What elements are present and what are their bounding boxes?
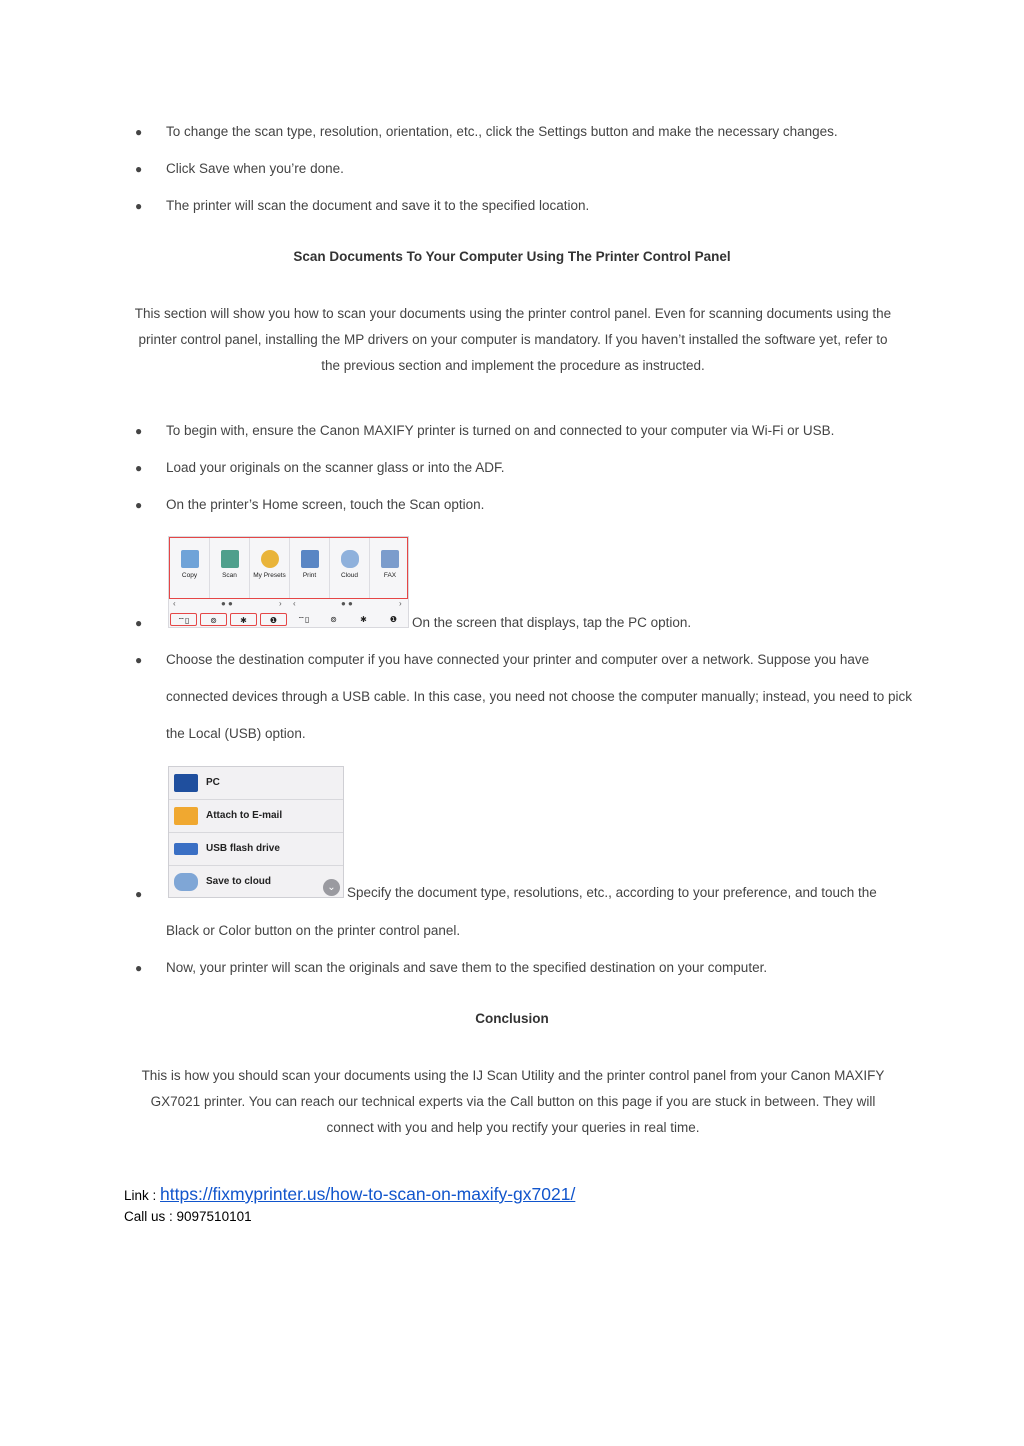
print-tile: [290, 538, 330, 598]
paragraph-line: printer control panel, installing the MP drivers on your computer is mandatory. If you haven’t installed the software yet, refer to: [138, 332, 888, 347]
list-item-text: Load your originals on the scanner glass or into the ADF.: [166, 460, 505, 475]
chevron-down-icon: ⌄: [323, 879, 340, 896]
home-menu-highlight: [169, 537, 408, 599]
menu-item-pc: [169, 767, 343, 800]
paragraph-line: GX7021 printer. You can reach our technical experts via the Call button on this page if you are stuck in between. They will: [150, 1094, 876, 1109]
home-page-nav: [169, 599, 408, 611]
paragraph-line: the previous section and implement the procedure as instructed.: [321, 358, 705, 373]
list-item-text: Now, your printer will scan the originals and save them to the specified destination on your computer.: [166, 960, 768, 975]
page-dots-icon: ● ●: [341, 599, 353, 608]
info-icon: ❶: [260, 613, 287, 626]
cloud-icon: [174, 873, 198, 891]
menu-item-label: Save to cloud: [206, 876, 272, 887]
section-heading: Scan Documents To Your Computer Using The Printer Control Panel: [293, 249, 731, 264]
wifi-icon: ⌔▯: [297, 615, 310, 624]
bullet-dot: ●: [135, 498, 143, 512]
tile-label: FAX: [383, 572, 397, 579]
tile-label: Scan: [222, 572, 237, 579]
chevron-left-icon: ‹: [173, 599, 176, 608]
chevron-right-icon: ›: [399, 599, 402, 608]
menu-item-email: [169, 800, 343, 833]
bullet-dot: ●: [135, 461, 143, 475]
scan-tile: [210, 538, 250, 598]
section-paragraph: [118, 301, 908, 379]
list-item-text: To change the scan type, resolution, orientation, etc., click the Settings button and make the necessary changes.: [166, 124, 838, 139]
list-item-text: The printer will scan the document and save it to the specified location.: [166, 198, 590, 213]
menu-item-label: PC: [206, 777, 220, 788]
email-icon: [174, 807, 198, 825]
list-item-text: On the screen that displays, tap the PC option.: [412, 615, 692, 630]
home-status-bar: [169, 612, 408, 627]
bullet-dot: ●: [135, 125, 143, 139]
footer-link: [124, 1184, 575, 1205]
copy-icon: [181, 550, 199, 568]
list-item-text: Specify the document type, resolutions, etc., according to your preference, and touch the: [347, 885, 877, 900]
tile-label: Print: [302, 572, 317, 579]
paragraph-line: connect with you and help you rectify your queries in real time.: [326, 1120, 700, 1135]
wifi-icon: ⌔▯: [170, 613, 197, 626]
list-item-text: Black or Color button on the printer control panel.: [166, 923, 461, 938]
my-presets-tile: [250, 538, 290, 598]
bullet-dot: ●: [135, 424, 143, 438]
scan-icon: [221, 550, 239, 568]
gear-icon: ✱: [360, 615, 367, 624]
menu-item-usb: [169, 833, 343, 866]
tile-label: Copy: [181, 572, 198, 579]
tile-label: Cloud: [341, 572, 358, 579]
conclusion-heading: Conclusion: [475, 1011, 549, 1026]
cloud-tile: [330, 538, 370, 598]
bullet-dot: ●: [135, 887, 143, 901]
paragraph-line: This is how you should scan your documents using the IJ Scan Utility and the printer control panel from your Canon MAXIFY: [141, 1068, 885, 1083]
menu-item-label: USB flash drive: [206, 843, 280, 854]
printer-home-screen-image: [168, 536, 409, 628]
bullet-dot: ●: [135, 653, 143, 667]
tile-label: My Presets: [253, 572, 286, 579]
print-icon: [301, 550, 319, 568]
fax-tile: [370, 538, 410, 598]
laptop-icon: [174, 774, 198, 792]
chevron-right-icon: ›: [279, 599, 282, 608]
list-item-text: On the printer’s Home screen, touch the Scan option.: [166, 497, 485, 512]
scan-destination-menu-image: [168, 766, 344, 898]
paragraph-line: This section will show you how to scan your documents using the printer control panel. Even for scanning documents using the: [134, 306, 892, 321]
call-us-text: Call us : 9097510101: [124, 1209, 252, 1224]
bullet-dot: ●: [135, 616, 143, 630]
info-icon: ❶: [389, 615, 398, 624]
bullet-dot: ●: [135, 162, 143, 176]
gear-icon: ✱: [230, 613, 257, 626]
copy-tile: [170, 538, 210, 598]
list-item-text: connected devices through a USB cable. In this case, you need not choose the computer manually; instead, you need to pick: [166, 689, 912, 704]
list-item-text: Click Save when you’re done.: [166, 161, 344, 176]
list-item-text: To begin with, ensure the Canon MAXIFY printer is turned on and connected to your computer via Wi-Fi or USB.: [166, 423, 835, 438]
page-dots-icon: ● ●: [221, 599, 233, 608]
article-link[interactable]: https://fixmyprinter.us/how-to-scan-on-maxify-gx7021/: [160, 1184, 576, 1204]
bullet-dot: ●: [135, 199, 143, 213]
fax-icon: [381, 550, 399, 568]
star-icon: [261, 550, 279, 568]
cloud-icon: [341, 550, 359, 568]
bullet-dot: ●: [135, 961, 143, 975]
menu-item-label: Attach to E-mail: [206, 810, 283, 821]
conclusion-paragraph: [118, 1063, 908, 1141]
usb-icon: [174, 843, 198, 855]
link-label: Link :: [124, 1188, 161, 1203]
link-icon: ⊚: [330, 615, 337, 624]
link-icon: ⊚: [200, 613, 227, 626]
menu-item-cloud: [169, 866, 343, 899]
list-item-text: Choose the destination computer if you have connected your printer and computer over a network. Suppose you have: [166, 652, 870, 667]
list-item-text: the Local (USB) option.: [166, 726, 306, 741]
chevron-left-icon: ‹: [293, 599, 296, 608]
